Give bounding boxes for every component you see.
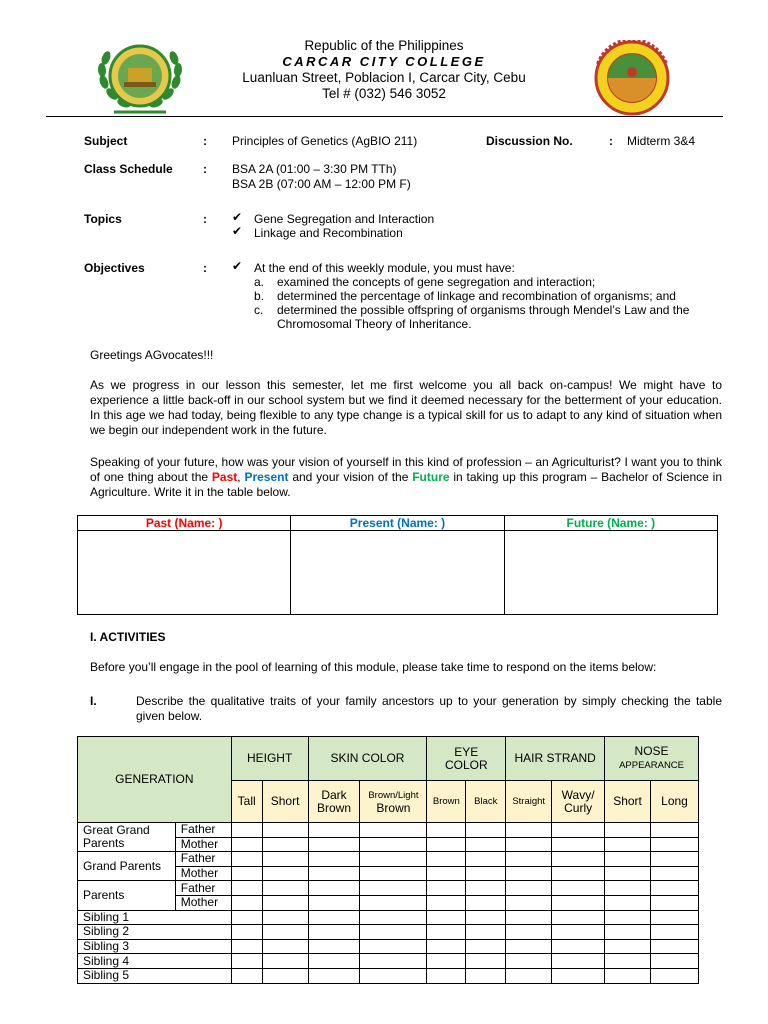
checkmark-icon: ✔ <box>232 210 243 224</box>
eye-black-subheader: Black <box>466 781 506 823</box>
generation-traits-table <box>77 736 699 984</box>
checkmark-icon: ✔ <box>232 259 243 273</box>
greeting: Greetings AGvocates!!! <box>90 348 214 362</box>
city-seal-right <box>586 40 678 116</box>
generation-header: GENERATION <box>78 737 232 823</box>
subject-value: Principles of Genetics (AgBIO 211) <box>232 134 418 148</box>
nose-short-subheader: Short <box>605 781 651 823</box>
colon: : <box>203 162 207 176</box>
header-divider <box>46 116 723 117</box>
past-present-future-table <box>77 515 718 615</box>
colon: : <box>609 134 613 148</box>
father-label: Father <box>175 852 231 867</box>
future-answer-cell[interactable] <box>504 531 717 615</box>
great-grand-parents-label: Great Grand Parents <box>78 823 176 852</box>
discussion-label: Discussion No. <box>486 134 573 148</box>
past-header: Past (Name: ) <box>78 516 291 531</box>
past-answer-cell[interactable] <box>78 531 291 615</box>
present-header: Present (Name: ) <box>291 516 504 531</box>
schedule-label: Class Schedule <box>84 162 173 176</box>
hair-strand-header: HAIR STRAND <box>506 737 605 781</box>
item-instruction: Describe the qualitative traits of your family ancestors up to your generation by simply checking the table given below. <box>136 694 722 723</box>
colon: : <box>203 212 207 226</box>
topic-2: Linkage and Recombination <box>254 226 403 240</box>
straight-subheader: Straight <box>506 781 552 823</box>
nose-header: NOSE APPEARANCE <box>605 737 699 781</box>
subject-label: Subject <box>84 134 128 148</box>
grand-parents-label: Grand Parents <box>78 852 176 881</box>
activities-intro: Before you’ll engage in the pool of learning of this module, please take time to respond on the items below: <box>90 660 657 674</box>
welcome-paragraph: As we progress in our lesson this semester, let me first welcome you all back on-campus! We might have to experience a little back-off in our school system but we find it deemed necessary for the betterment of your education. In this age we had today, being flexible to any type change is a typical skill for us to adapt to any kind of situation when we begin our independent work in the future. <box>90 378 722 437</box>
mother-label: Mother <box>175 837 231 852</box>
brown-light-subheader: Brown/Light Brown <box>360 781 427 823</box>
schedule-line-2: BSA 2B (07:00 AM – 12:00 PM F) <box>232 177 411 191</box>
checkmark-icon: ✔ <box>232 224 243 238</box>
city-seal-icon <box>586 40 678 116</box>
objectives-intro: At the end of this weekly module, you must have: <box>254 261 515 275</box>
height-header: HEIGHT <box>231 737 308 781</box>
short-subheader: Short <box>262 781 308 823</box>
dark-brown-subheader: Dark Brown <box>308 781 360 823</box>
schedule-line-1: BSA 2A (01:00 – 3:30 PM TTh) <box>232 162 397 176</box>
objectives-label: Objectives <box>84 261 145 275</box>
eye-color-header: EYE COLOR <box>427 737 506 781</box>
father-label: Father <box>175 881 231 896</box>
discussion-value: Midterm 3&4 <box>627 134 696 148</box>
future-header: Future (Name: ) <box>504 516 717 531</box>
sibling-label: Sibling 4 <box>78 954 232 969</box>
nose-long-subheader: Long <box>651 781 699 823</box>
sibling-label: Sibling 5 <box>78 968 232 983</box>
tall-subheader: Tall <box>231 781 262 823</box>
present-word: Present <box>244 470 289 484</box>
eye-brown-subheader: Brown <box>427 781 466 823</box>
topic-1: Gene Segregation and Interaction <box>254 212 435 226</box>
objective-a: examined the concepts of gene segregation and interaction; <box>277 275 596 289</box>
sibling-label: Sibling 1 <box>78 910 232 925</box>
future-word: Future <box>412 470 450 484</box>
topics-label: Topics <box>84 212 122 226</box>
mother-label: Mother <box>175 866 231 881</box>
sibling-label: Sibling 2 <box>78 925 232 940</box>
colon: : <box>203 261 207 275</box>
parents-label: Parents <box>78 881 176 910</box>
wavy-curly-subheader: Wavy/ Curly <box>552 781 605 823</box>
item-number: I. <box>90 694 97 708</box>
father-label: Father <box>175 823 231 838</box>
republic-line: Republic of the Philippines <box>304 38 464 53</box>
vision-paragraph: Speaking of your future, how was your vision of yourself in this kind of profession – an Agriculturist? I want you to think of one thing about the Past, Present and your vision of the Future in taking up this program – Bachelor of Science in Agriculture. Write it in the table below. <box>90 455 722 499</box>
college-name: CARCAR CITY COLLEGE <box>282 54 486 69</box>
objective-b: determined the percentage of linkage and recombination of organisms; and <box>277 289 676 303</box>
activities-heading: I. ACTIVITIES <box>90 630 166 644</box>
mother-label: Mother <box>175 895 231 910</box>
college-telephone: Tel # (032) 546 3052 <box>322 86 446 101</box>
college-address: Luanluan Street, Poblacion I, Carcar City, Cebu <box>242 70 526 85</box>
objective-c: determined the possible offspring of organisms through Mendel’s Law and the Chromosomal Theory of Inheritance. <box>277 303 690 331</box>
colon: : <box>203 134 207 148</box>
present-answer-cell[interactable] <box>291 531 504 615</box>
sibling-label: Sibling 3 <box>78 939 232 954</box>
skin-color-header: SKIN COLOR <box>308 737 427 781</box>
past-word: Past <box>211 470 238 484</box>
